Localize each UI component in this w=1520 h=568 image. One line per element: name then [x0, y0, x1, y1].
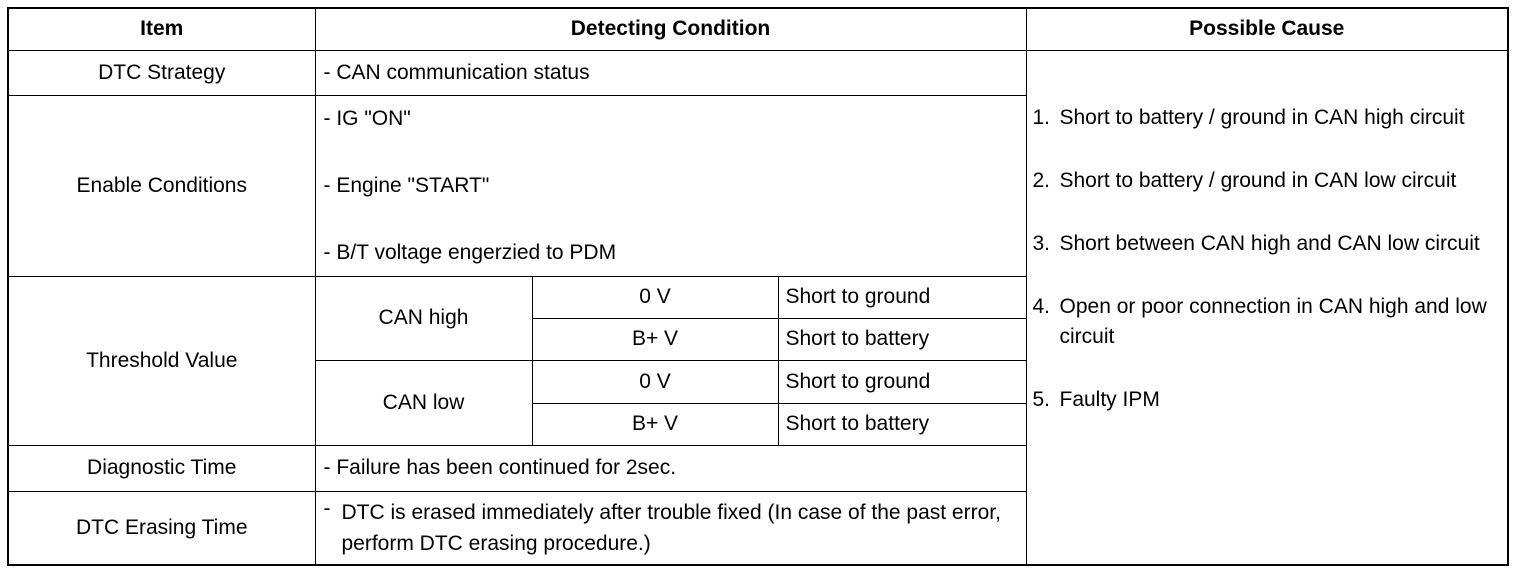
label-diagnostic-time: Diagnostic Time [8, 445, 315, 491]
value-dtc-strategy: - CAN communication status [315, 50, 1026, 95]
erasing-dash: - [323, 496, 331, 520]
header-possible-cause: Possible Cause [1026, 8, 1508, 50]
cause-text: Open or poor connection in CAN high and low circuit [1059, 294, 1487, 348]
label-dtc-erasing-time: DTC Erasing Time [8, 491, 315, 565]
enable-condition-line: - B/T voltage engerzied to PDM [323, 240, 617, 264]
cause-item-3 [1033, 229, 1508, 259]
cause-text: Short to battery / ground in CAN high circuit [1059, 105, 1465, 129]
cause-item-5 [1033, 385, 1508, 415]
enable-condition-line: - IG "ON" [323, 106, 411, 130]
header-detecting-condition: Detecting Condition [315, 8, 1026, 50]
cause-text: Short between CAN high and CAN low circuit [1059, 231, 1480, 255]
cause-number: 4. [1032, 294, 1051, 318]
label-enable-conditions: Enable Conditions [8, 95, 315, 276]
erasing-text: DTC is erased immediately after trouble fixed (In case of the past error, perform DTC erasing procedure.) [341, 500, 1001, 555]
threshold-voltage: 0 V [532, 360, 778, 403]
erasing-text-block [324, 497, 1026, 559]
threshold-group-can-low: CAN low [315, 360, 532, 445]
cause-text: Short to battery / ground in CAN low circuit [1059, 168, 1457, 192]
cause-item-4 [1033, 292, 1508, 352]
cause-number: 2. [1032, 168, 1051, 192]
threshold-meaning: Short to ground [778, 276, 1026, 318]
value-diagnostic-time: - Failure has been continued for 2sec. [315, 445, 1026, 491]
row-dtc-strategy [8, 50, 1508, 95]
label-threshold-value: Threshold Value [8, 276, 315, 445]
cause-item-2 [1033, 166, 1508, 196]
threshold-meaning: Short to ground [778, 360, 1026, 403]
threshold-meaning: Short to battery [778, 403, 1026, 445]
threshold-voltage: B+ V [532, 318, 778, 360]
enable-condition-line: - Engine "START" [323, 173, 490, 197]
cause-number: 3. [1032, 231, 1051, 255]
cause-item-1 [1033, 103, 1508, 133]
cause-number: 1. [1032, 105, 1051, 129]
header-item: Item [8, 8, 315, 50]
threshold-voltage: 0 V [532, 276, 778, 318]
value-enable-conditions [315, 95, 1026, 276]
threshold-voltage: B+ V [532, 403, 778, 445]
dtc-table [7, 7, 1509, 566]
cause-text: Faulty IPM [1059, 387, 1160, 411]
label-dtc-strategy: DTC Strategy [8, 50, 315, 95]
threshold-meaning: Short to battery [778, 318, 1026, 360]
cause-number: 5. [1032, 387, 1051, 411]
possible-cause-cell [1026, 50, 1508, 565]
threshold-group-can-high: CAN high [315, 276, 532, 360]
value-dtc-erasing-time [315, 491, 1026, 565]
header-row [8, 8, 1508, 50]
